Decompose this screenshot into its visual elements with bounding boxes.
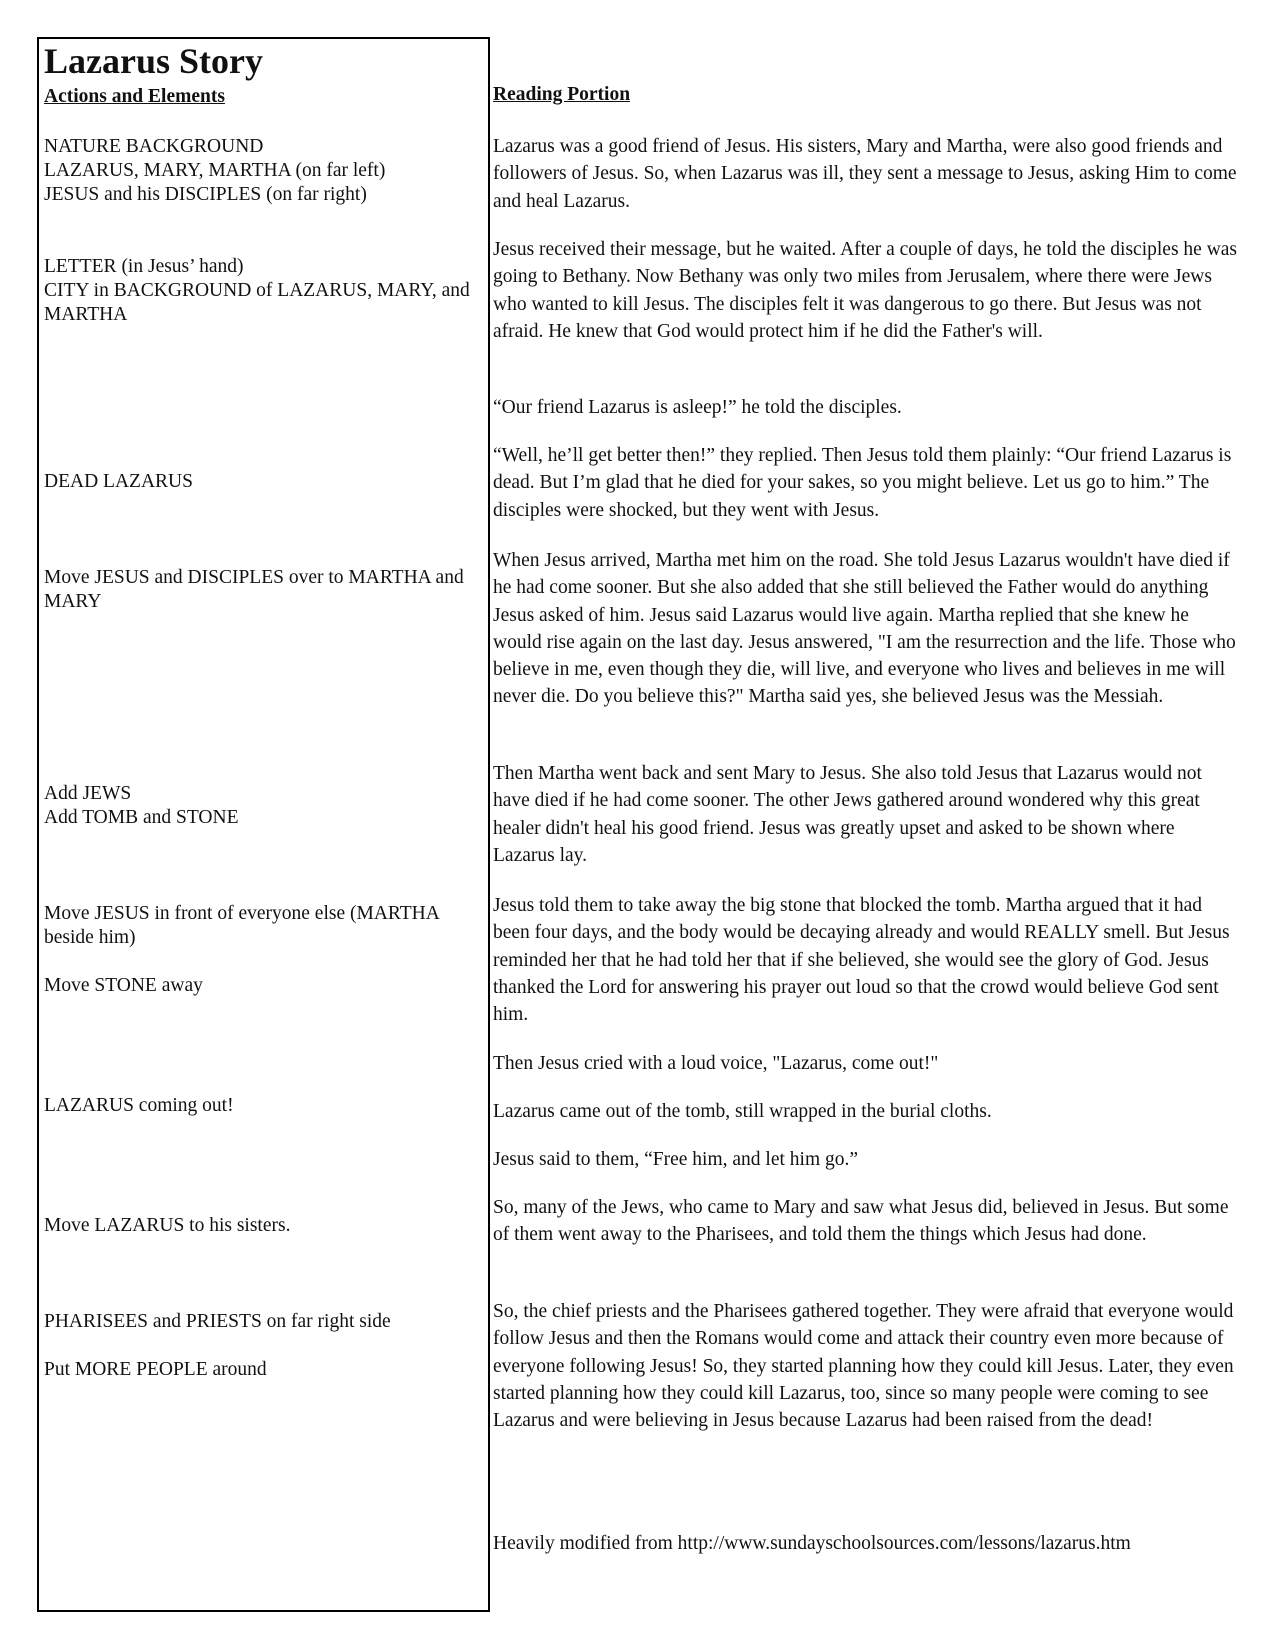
action-line: Move LAZARUS to his sisters.: [44, 1215, 291, 1236]
action-line: CITY in BACKGROUND of LAZARUS, MARY, and MARTHA: [44, 280, 470, 325]
action-group-9: [44, 1214, 484, 1238]
source-note: Heavily modified from http://www.sundayschoolsources.com/lessons/lazarus.htm: [493, 1533, 1131, 1554]
action-group-6: [44, 902, 484, 950]
action-line: DEAD LAZARUS: [44, 471, 193, 492]
action-group-5: [44, 782, 484, 830]
reading-paragraph: Jesus told them to take away the big stone that blocked the tomb. Martha argued that it had been four days, and the body would be decaying already and would REALLY smell. But Jesus reminded her that he had told her that if she believed, she would see the glory of God. Jesus thanked the Lord for answering his prayer out loud so that the crowd would believe God sent him.: [493, 895, 1230, 1026]
reading-paragraph: Lazarus was a good friend of Jesus. His sisters, Mary and Martha, were also good friends and followers of Jesus. So, when Lazarus was ill, they sent a message to Jesus, asking Him to come and heal Lazarus.: [493, 136, 1237, 212]
action-line: LAZARUS, MARY, MARTHA (on far left): [44, 160, 386, 181]
action-line: LAZARUS coming out!: [44, 1095, 234, 1116]
reading-paragraph: “Our friend Lazarus is asleep!” he told the disciples.: [493, 397, 902, 418]
action-group-10: [44, 1310, 484, 1334]
actions-heading: Actions and Elements: [44, 86, 225, 107]
action-line: Add TOMB and STONE: [44, 807, 239, 828]
action-line: Move JESUS and DISCIPLES over to MARTHA and MARY: [44, 567, 464, 612]
reading-heading: Reading Portion: [493, 84, 631, 105]
reading-paragraph: So, the chief priests and the Pharisees gathered together. They were afraid that everyone would follow Jesus and then the Romans would come and attack their country even more because of everyone following Jesus! So, they started planning how they could kill Jesus. Later, they even started planning how they could kill Lazarus, too, since so many people were coming to see Lazarus and were believing in Jesus because Lazarus had been raised from the dead!: [493, 1301, 1234, 1432]
reading-paragraph: Jesus received their message, but he waited. After a couple of days, he told the disciples he was going to Bethany. Now Bethany was only two miles from Jerusalem, where there were Jews who wanted to kill Jesus. The disciples felt it was dangerous to go there. But Jesus was not afraid. He knew that God would protect him if he did the Father's will.: [493, 239, 1238, 342]
reading-paragraph: Then Martha went back and sent Mary to Jesus. She also told Jesus that Lazarus would not have died if he had come sooner. The other Jews gathered around wondered why this great healer didn't heal his good friend. Jesus was greatly upset and asked to be shown where Lazarus lay.: [493, 763, 1202, 866]
action-group-1: [44, 135, 484, 207]
action-line: Move JESUS in front of everyone else (MARTHA beside him): [44, 903, 439, 948]
action-group-2: [44, 255, 484, 327]
reading-paragraph: Then Jesus cried with a loud voice, "Lazarus, come out!": [493, 1053, 939, 1074]
reading-paragraph: When Jesus arrived, Martha met him on the road. She told Jesus Lazarus wouldn't have died if he had come sooner. But she also added that she still believed the Father would do anything Jesus asked of him. Jesus said Lazarus would live again. Martha replied that she knew he would rise again on the last day. Jesus answered, "I am the resurrection and the life. Those who believe in me, even though they die, will live, and everyone who lives and believes in me will never die. Do you believe this?" Martha said yes, she believed Jesus was the Messiah.: [493, 550, 1236, 708]
action-line: JESUS and his DISCIPLES (on far right): [44, 184, 367, 205]
action-line: Add JEWS: [44, 783, 132, 804]
reading-paragraph: Lazarus came out of the tomb, still wrapped in the burial cloths.: [493, 1101, 992, 1122]
action-line: LETTER (in Jesus’ hand): [44, 256, 244, 277]
reading-paragraph: Jesus said to them, “Free him, and let him go.”: [493, 1149, 859, 1170]
action-group-7: [44, 974, 484, 998]
action-group-8: [44, 1094, 484, 1118]
reading-paragraph: So, many of the Jews, who came to Mary and saw what Jesus did, believed in Jesus. But some of them went away to the Pharisees, and told them the things which Jesus had done.: [493, 1197, 1229, 1246]
action-group-11: [44, 1358, 484, 1382]
reading-paragraph: “Well, he’ll get better then!” they replied. Then Jesus told them plainly: “Our friend Lazarus is dead. But I’m glad that he died for your sakes, so you might believe. Let us go to him.” The disciples were shocked, but they went with Jesus.: [493, 445, 1232, 521]
page-title: Lazarus Story: [44, 41, 263, 81]
action-line: PHARISEES and PRIESTS on far right side: [44, 1311, 391, 1332]
action-line: NATURE BACKGROUND: [44, 136, 264, 157]
action-group-4: [44, 566, 484, 614]
action-line: Move STONE away: [44, 975, 203, 996]
action-line: Put MORE PEOPLE around: [44, 1359, 267, 1380]
action-group-3: [44, 470, 484, 494]
